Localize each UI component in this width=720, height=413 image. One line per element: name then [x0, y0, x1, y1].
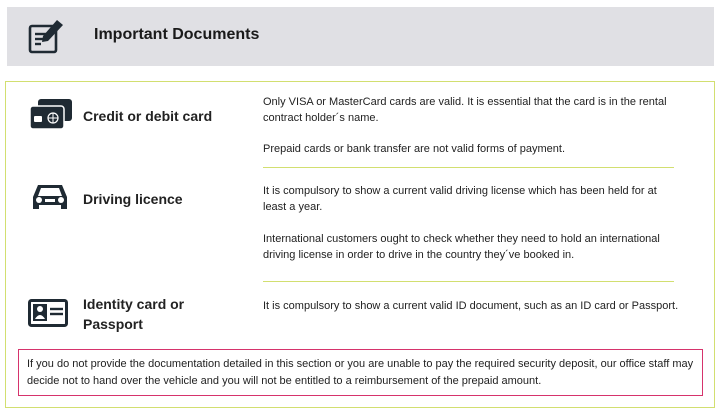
credit-card-text-2: Prepaid cards or bank transfer are not valid forms of payment. — [263, 143, 566, 155]
identity-card-title-line-1: Identity card or — [83, 296, 185, 312]
identity-card-title-line-2: Passport — [83, 316, 143, 332]
identity-card-title — [83, 294, 184, 334]
edit-document-icon — [27, 17, 67, 55]
driving-licence-title: Driving licence — [83, 191, 183, 207]
header-bar — [7, 7, 714, 66]
driving-licence-text-2: International customers ought to check whether they need to hold an international driving license in order to drive in the country they´ve booked in. — [263, 233, 660, 261]
identity-card-text: It is compulsory to show a current valid ID document, such as an ID card or Passport. — [263, 300, 679, 312]
page-title: Important Documents — [94, 26, 260, 43]
car-icon — [30, 181, 70, 213]
driving-licence-text-1: It is compulsory to show a current valid driving license which has been held for at least a year. — [263, 185, 657, 213]
divider — [263, 281, 674, 282]
warning-notice: If you do not provide the documentation detailed in this section or you are unable to pay the required security deposit, our office staff may decide not to hand over the vehicle and you will not be entitled to a reimbursement of the prepaid amount. — [18, 349, 703, 396]
divider — [263, 167, 674, 168]
documents-panel — [5, 81, 715, 408]
credit-card-text-1: Only VISA or MasterCard cards are valid. It is essential that the card is in the rental contract holder´s name. — [263, 96, 667, 124]
id-card-icon — [28, 299, 68, 327]
credit-card-icon — [28, 98, 74, 132]
credit-card-title: Credit or debit card — [83, 108, 213, 124]
